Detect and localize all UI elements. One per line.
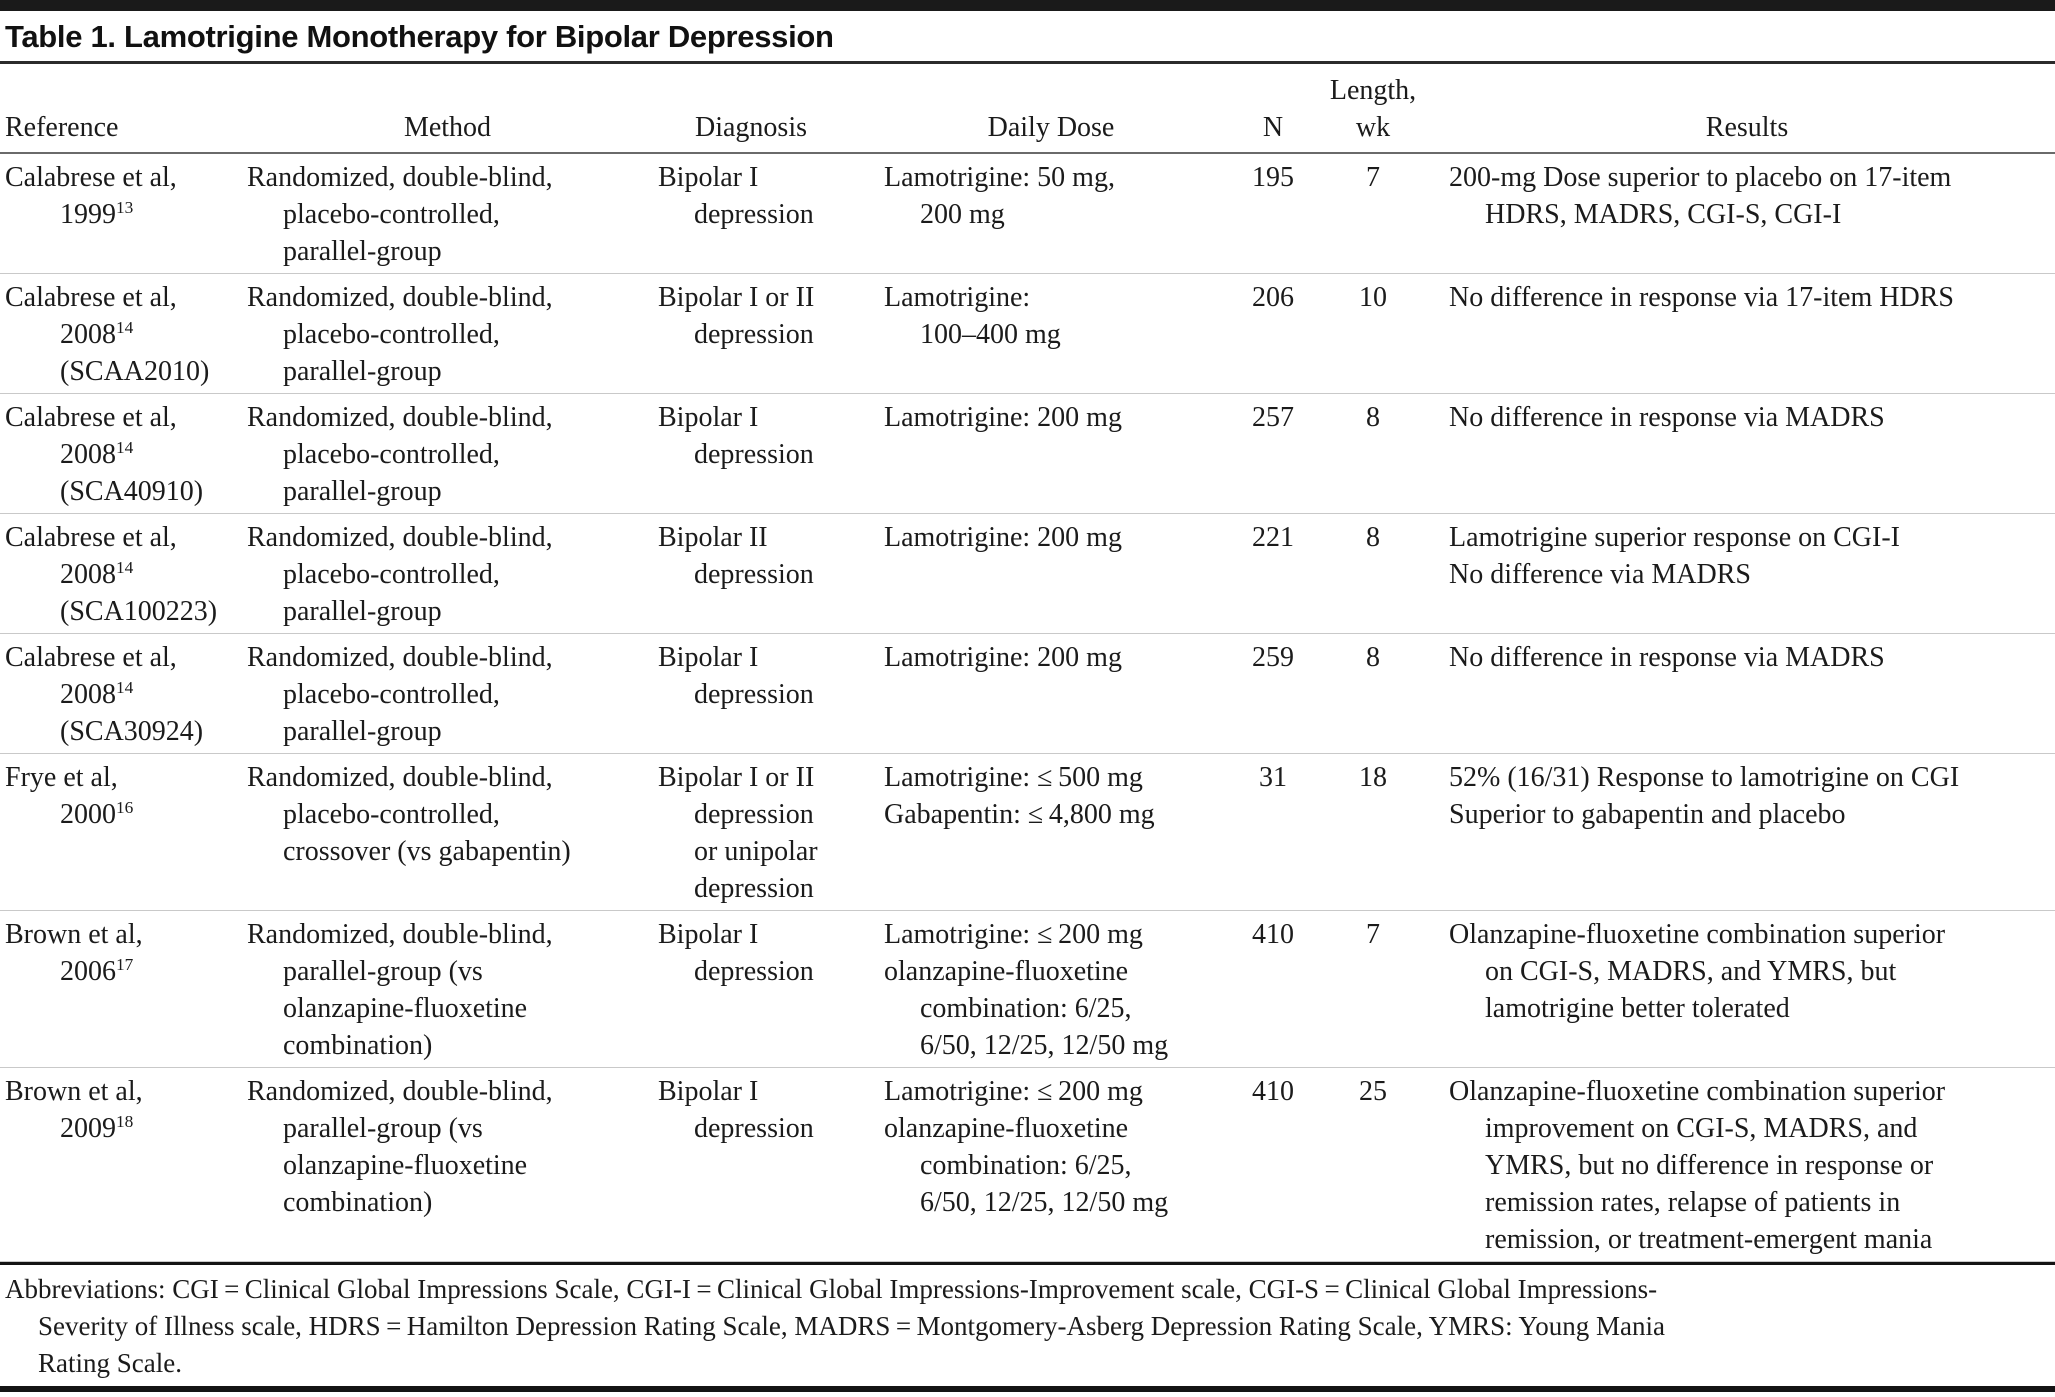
text-line: depression bbox=[694, 873, 814, 904]
diagnosis-cell bbox=[658, 759, 884, 907]
n-cell: 221 bbox=[1252, 522, 1294, 553]
text-line bbox=[5, 953, 192, 990]
diagnosis-cell bbox=[658, 279, 884, 353]
diagnosis-cell bbox=[658, 159, 884, 233]
text-line: 6/50, 12/25, 12/50 mg bbox=[920, 1187, 1169, 1218]
text-line: Brown et al, bbox=[5, 919, 143, 950]
text-line: placebo-controlled, bbox=[283, 559, 500, 590]
n-cell: 206 bbox=[1252, 282, 1294, 313]
text-line: remission rates, relapse of patients in bbox=[1485, 1187, 1901, 1218]
text-line: 200-mg Dose superior to placebo on 17-item bbox=[1449, 162, 1952, 193]
length-cell: 7 bbox=[1366, 919, 1380, 950]
results-cell bbox=[1428, 399, 2050, 436]
results-cell bbox=[1428, 639, 2050, 676]
text-line: combination) bbox=[283, 1030, 433, 1061]
text-line: olanzapine-fluoxetine bbox=[283, 1150, 528, 1181]
text-line: placebo-controlled, bbox=[283, 799, 500, 830]
text-line: depression bbox=[694, 439, 814, 470]
text-line: Randomized, double-blind, bbox=[247, 919, 553, 950]
reference-cell bbox=[5, 519, 247, 630]
daily-dose-cell bbox=[884, 639, 1228, 676]
text-line: Calabrese et al, bbox=[5, 402, 177, 433]
text-line: No difference in response via MADRS bbox=[1449, 402, 1885, 433]
col-header-method: Method bbox=[403, 112, 492, 143]
table-row bbox=[0, 1068, 2055, 1262]
text-line: combination) bbox=[283, 1187, 433, 1218]
text-line: (SCA100223) bbox=[60, 596, 218, 627]
text-line: improvement on CGI-S, MADRS, and bbox=[1485, 1113, 1918, 1144]
length-cell: 8 bbox=[1366, 522, 1380, 553]
col-header-daily-dose: Daily Dose bbox=[987, 112, 1115, 143]
n-cell: 257 bbox=[1252, 402, 1294, 433]
text-line: Randomized, double-blind, bbox=[247, 162, 553, 193]
text-line: Bipolar I bbox=[658, 642, 759, 673]
text-line: Brown et al, bbox=[5, 1076, 143, 1107]
text-line: Lamotrigine: 50 mg, bbox=[884, 162, 1115, 193]
col-header-length-wk bbox=[1318, 72, 1428, 146]
daily-dose-cell bbox=[884, 159, 1228, 233]
text-line bbox=[5, 796, 192, 833]
text-line: (SCA30924) bbox=[60, 716, 204, 747]
col-header-diagnosis: Diagnosis bbox=[695, 112, 807, 143]
text-line: Bipolar I or II bbox=[658, 762, 815, 793]
method-cell bbox=[247, 399, 658, 510]
length-cell: 25 bbox=[1359, 1076, 1387, 1107]
method-cell bbox=[247, 639, 658, 750]
method-cell bbox=[247, 916, 658, 1064]
text-line: Olanzapine-fluoxetine combination superior bbox=[1449, 1076, 1946, 1107]
reference-cell bbox=[5, 916, 247, 990]
text-line: Olanzapine-fluoxetine combination superior bbox=[1449, 919, 1946, 950]
text-line: parallel-group (vs bbox=[283, 956, 483, 987]
reference-citation-superscript: 14 bbox=[116, 678, 134, 698]
daily-dose-cell bbox=[884, 1073, 1228, 1221]
results-cell bbox=[1428, 279, 2050, 316]
text-line: placebo-controlled, bbox=[283, 319, 500, 350]
reference-citation-superscript: 14 bbox=[116, 318, 134, 338]
text-line: Bipolar II bbox=[658, 522, 768, 553]
text-line: Bipolar I bbox=[658, 1076, 759, 1107]
table-row bbox=[0, 911, 2055, 1068]
text-line: No difference via MADRS bbox=[1449, 559, 1751, 590]
n-cell: 259 bbox=[1252, 642, 1294, 673]
text-line: YMRS, but no difference in response or bbox=[1485, 1150, 1934, 1181]
reference-cell bbox=[5, 159, 247, 233]
col-header-results: Results bbox=[1705, 112, 1789, 143]
text-line bbox=[5, 316, 192, 353]
reference-year: 2008 bbox=[60, 439, 116, 470]
reference-year: 2000 bbox=[60, 799, 116, 830]
text-line: 200 mg bbox=[920, 199, 1005, 230]
table-row bbox=[0, 274, 2055, 394]
text-line: Randomized, double-blind, bbox=[247, 642, 553, 673]
text-line: Calabrese et al, bbox=[5, 642, 177, 673]
text-line: Lamotrigine: ≤ 500 mg bbox=[884, 762, 1143, 793]
text-line: Rating Scale. bbox=[38, 1348, 182, 1378]
text-line: Lamotrigine superior response on CGI-I bbox=[1449, 522, 1900, 553]
text-line: Bipolar I bbox=[658, 402, 759, 433]
length-cell: 8 bbox=[1366, 402, 1380, 433]
text-line: No difference in response via MADRS bbox=[1449, 642, 1885, 673]
text-line: Severity of Illness scale, HDRS = Hamilton Depression Rating Scale, MADRS = Montgomery-Asberg Depression Rating Scale, YMRS: Young Mania bbox=[38, 1311, 1665, 1341]
reference-citation-superscript: 17 bbox=[116, 955, 134, 975]
results-cell bbox=[1428, 519, 2050, 593]
table-row bbox=[0, 514, 2055, 634]
n-cell: 410 bbox=[1252, 919, 1294, 950]
length-cell: 7 bbox=[1366, 162, 1380, 193]
text-line: Lamotrigine: 200 mg bbox=[884, 642, 1122, 673]
diagnosis-cell bbox=[658, 1073, 884, 1147]
results-cell bbox=[1428, 916, 2050, 1027]
table-body bbox=[0, 154, 2055, 1262]
table-row bbox=[0, 154, 2055, 274]
text-line: parallel-group bbox=[283, 476, 442, 507]
table-row bbox=[0, 394, 2055, 514]
results-cell bbox=[1428, 1073, 2050, 1258]
reference-year: 2008 bbox=[60, 679, 116, 710]
table-row bbox=[0, 754, 2055, 911]
reference-citation-superscript: 13 bbox=[116, 198, 134, 218]
text-line: combination: 6/25, bbox=[920, 1150, 1132, 1181]
reference-year: 2006 bbox=[60, 956, 116, 987]
text-line: No difference in response via 17-item HDRS bbox=[1449, 282, 1954, 313]
table-header-row bbox=[0, 64, 2055, 154]
text-line: Lamotrigine: ≤ 200 mg bbox=[884, 1076, 1143, 1107]
method-cell bbox=[247, 759, 658, 870]
diagnosis-cell bbox=[658, 639, 884, 713]
text-line: Calabrese et al, bbox=[5, 522, 177, 553]
text-line: parallel-group bbox=[283, 716, 442, 747]
text-line: on CGI-S, MADRS, and YMRS, but bbox=[1485, 956, 1897, 987]
length-cell: 8 bbox=[1366, 642, 1380, 673]
text-line: olanzapine-fluoxetine bbox=[283, 993, 528, 1024]
text-line: Randomized, double-blind, bbox=[247, 522, 553, 553]
reference-cell bbox=[5, 279, 247, 390]
col-header-n: N bbox=[1262, 112, 1284, 143]
text-line: Bipolar I bbox=[658, 162, 759, 193]
length-header-line1: Length, bbox=[1329, 75, 1417, 106]
reference-year: 1999 bbox=[60, 199, 116, 230]
text-line: combination: 6/25, bbox=[920, 993, 1132, 1024]
text-line: parallel-group bbox=[283, 596, 442, 627]
text-line: (SCA40910) bbox=[60, 476, 204, 507]
text-line: depression bbox=[694, 319, 814, 350]
text-line: 6/50, 12/25, 12/50 mg bbox=[920, 1030, 1169, 1061]
text-line: depression bbox=[694, 799, 814, 830]
col-header-reference: Reference bbox=[5, 112, 119, 143]
text-line: parallel-group (vs bbox=[283, 1113, 483, 1144]
length-header-line2: wk bbox=[1355, 112, 1391, 143]
text-line bbox=[5, 436, 192, 473]
reference-citation-superscript: 18 bbox=[116, 1112, 134, 1132]
text-line: Lamotrigine: ≤ 200 mg bbox=[884, 919, 1143, 950]
reference-year: 2008 bbox=[60, 559, 116, 590]
text-line: Randomized, double-blind, bbox=[247, 1076, 553, 1107]
text-line: Calabrese et al, bbox=[5, 282, 177, 313]
reference-cell bbox=[5, 1073, 247, 1147]
text-line: depression bbox=[694, 199, 814, 230]
n-cell: 195 bbox=[1252, 162, 1294, 193]
reference-citation-superscript: 16 bbox=[116, 798, 134, 818]
text-line: HDRS, MADRS, CGI-S, CGI-I bbox=[1485, 199, 1842, 230]
results-cell bbox=[1428, 759, 2050, 833]
reference-citation-superscript: 14 bbox=[116, 558, 134, 578]
text-line: or unipolar bbox=[694, 836, 818, 867]
abbreviations-note bbox=[0, 1265, 2055, 1386]
length-cell: 10 bbox=[1359, 282, 1387, 313]
n-cell: 31 bbox=[1259, 762, 1287, 793]
text-line bbox=[5, 556, 192, 593]
text-line: remission, or treatment-emergent mania bbox=[1485, 1224, 1933, 1255]
method-cell bbox=[247, 1073, 658, 1221]
text-line: placebo-controlled, bbox=[283, 439, 500, 470]
daily-dose-cell bbox=[884, 399, 1228, 436]
diagnosis-cell bbox=[658, 399, 884, 473]
reference-year: 2009 bbox=[60, 1113, 116, 1144]
text-line: Lamotrigine: 200 mg bbox=[884, 522, 1122, 553]
text-line: Randomized, double-blind, bbox=[247, 402, 553, 433]
reference-year: 2008 bbox=[60, 319, 116, 350]
text-line: Gabapentin: ≤ 4,800 mg bbox=[884, 799, 1155, 830]
n-cell: 410 bbox=[1252, 1076, 1294, 1107]
text-line: parallel-group bbox=[283, 236, 442, 267]
text-line: olanzapine-fluoxetine bbox=[884, 956, 1129, 987]
text-line: Bipolar I bbox=[658, 919, 759, 950]
reference-cell bbox=[5, 639, 247, 750]
text-line: placebo-controlled, bbox=[283, 679, 500, 710]
text-line: (SCAA2010) bbox=[60, 356, 210, 387]
top-rule bbox=[0, 0, 2055, 11]
text-line: Superior to gabapentin and placebo bbox=[1449, 799, 1846, 830]
reference-cell bbox=[5, 399, 247, 510]
text-line: Abbreviations: CGI = Clinical Global Impressions Scale, CGI-I = Clinical Global Impressions-Improvement scale, CGI-S = Clinical Global Impressions- bbox=[5, 1274, 1658, 1304]
length-cell: 18 bbox=[1359, 762, 1387, 793]
method-cell bbox=[247, 159, 658, 270]
method-cell bbox=[247, 279, 658, 390]
daily-dose-cell bbox=[884, 519, 1228, 556]
diagnosis-cell bbox=[658, 916, 884, 990]
reference-cell bbox=[5, 759, 247, 833]
text-line bbox=[5, 196, 192, 233]
text-line: Bipolar I or II bbox=[658, 282, 815, 313]
text-line: lamotrigine better tolerated bbox=[1485, 993, 1790, 1024]
text-line: depression bbox=[694, 1113, 814, 1144]
daily-dose-cell bbox=[884, 279, 1228, 353]
table-row bbox=[0, 634, 2055, 754]
daily-dose-cell bbox=[884, 759, 1228, 833]
text-line: Lamotrigine: 200 mg bbox=[884, 402, 1122, 433]
text-line: parallel-group bbox=[283, 356, 442, 387]
text-line: Frye et al, bbox=[5, 762, 118, 793]
text-line: Randomized, double-blind, bbox=[247, 282, 553, 313]
text-line: Randomized, double-blind, bbox=[247, 762, 553, 793]
text-line: placebo-controlled, bbox=[283, 199, 500, 230]
method-cell bbox=[247, 519, 658, 630]
text-line: depression bbox=[694, 956, 814, 987]
text-line: olanzapine-fluoxetine bbox=[884, 1113, 1129, 1144]
text-line: depression bbox=[694, 559, 814, 590]
reference-citation-superscript: 14 bbox=[116, 438, 134, 458]
diagnosis-cell bbox=[658, 519, 884, 593]
results-cell bbox=[1428, 159, 2050, 233]
text-line bbox=[5, 1110, 192, 1147]
text-line: Lamotrigine: bbox=[884, 282, 1031, 313]
text-line: 52% (16/31) Response to lamotrigine on CGI bbox=[1449, 762, 1960, 793]
text-line: crossover (vs gabapentin) bbox=[283, 836, 571, 867]
text-line: depression bbox=[694, 679, 814, 710]
text-line: 100–400 mg bbox=[920, 319, 1061, 350]
daily-dose-cell bbox=[884, 916, 1228, 1064]
text-line bbox=[5, 676, 192, 713]
text-line: Calabrese et al, bbox=[5, 162, 177, 193]
bottom-rule bbox=[0, 1386, 2055, 1392]
table-title: Table 1. Lamotrigine Monotherapy for Bipolar Depression bbox=[5, 19, 834, 54]
